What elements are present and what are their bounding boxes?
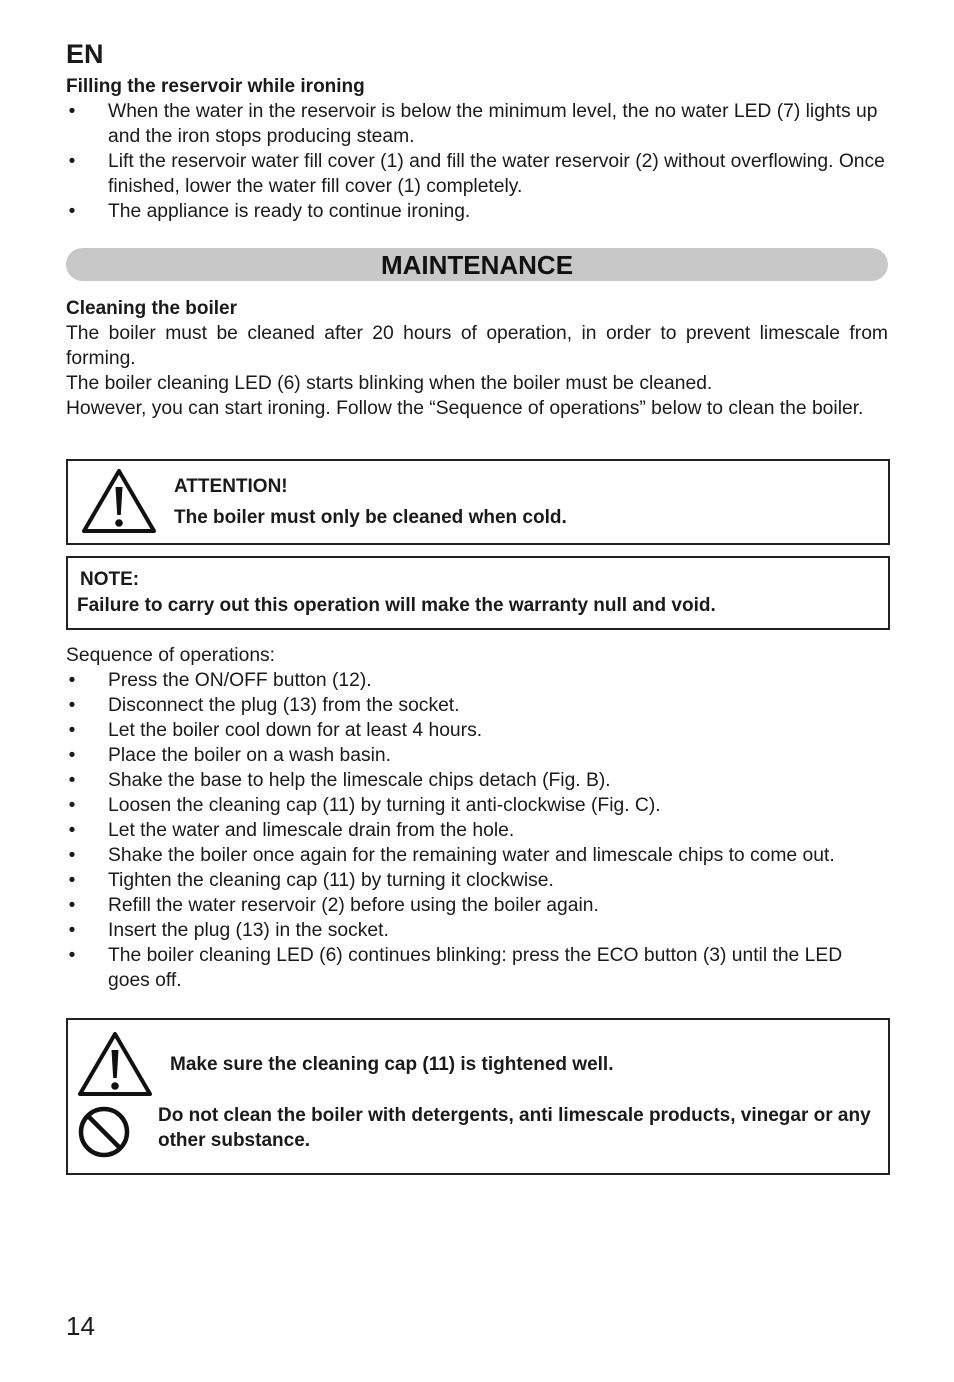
cleaning-description (66, 321, 888, 421)
paragraph: The boiler cleaning LED (6) starts blinking when the boiler must be cleaned. (66, 373, 713, 394)
note-box (66, 556, 890, 630)
cleaning-cap-warning: Make sure the cleaning cap (11) is tightened well. (170, 1054, 614, 1075)
attention-box (66, 459, 890, 545)
list-item: • The boiler cleaning LED (6) continues blinking: press the ECO button (3) until the LED goes off. (68, 945, 843, 991)
note-text: Failure to carry out this operation will make the warranty null and void. (77, 595, 716, 616)
note-title: NOTE: (80, 569, 140, 590)
prohibition-icon (77, 1105, 131, 1159)
cleaning-heading: Cleaning the boiler (66, 298, 238, 319)
list-item: • Let the boiler cool down for at least 4 hours. (68, 720, 483, 741)
paragraph: However, you can start ironing. Follow the “Sequence of operations” below to clean the boiler. (66, 398, 864, 419)
list-item: • The appliance is ready to continue ironing. (68, 201, 471, 222)
list-item: • Press the ON/OFF button (12). (68, 670, 372, 691)
paragraph: The boiler must be cleaned after 20 hours of operation, in order to prevent limescale from forming. (66, 323, 888, 369)
warning-triangle-icon (81, 467, 157, 535)
warning-triangle-icon (77, 1030, 153, 1098)
language-label: EN (66, 39, 104, 69)
list-item: • Place the boiler on a wash basin. (68, 745, 391, 766)
filling-heading: Filling the reservoir while ironing (66, 76, 365, 97)
list-item: • Disconnect the plug (13) from the socket. (68, 695, 460, 716)
attention-text: The boiler must only be cleaned when cold. (174, 507, 567, 528)
attention-title: ATTENTION! (174, 476, 288, 497)
list-item: • Shake the base to help the limescale chips detach (Fig. B). (68, 770, 611, 791)
caution-box (66, 1018, 890, 1175)
list-item: • Lift the reservoir water fill cover (1) and fill the water reservoir (2) without overflowing. Once finished, lower the water fill cover (1) completely. (68, 151, 885, 197)
sequence-intro: Sequence of operations: (66, 645, 276, 666)
list-item: • Loosen the cleaning cap (11) by turning it anti-clockwise (Fig. C). (68, 795, 661, 816)
list-item: • Shake the boiler once again for the remaining water and limescale chips to come out. (68, 845, 835, 866)
list-item: • Insert the plug (13) in the socket. (68, 920, 389, 941)
filling-list (66, 99, 888, 224)
list-item: • When the water in the reservoir is below the minimum level, the no water LED (7) lights up and the iron stops producing steam. (68, 101, 878, 147)
page-number: 14 (66, 1311, 95, 1341)
list-item: • Refill the water reservoir (2) before using the boiler again. (68, 895, 599, 916)
detergent-prohibition: Do not clean the boiler with detergents, anti limescale products, vinegar or any other substance. (158, 1105, 871, 1151)
list-item: • Let the water and limescale drain from the hole. (68, 820, 515, 841)
maintenance-banner: MAINTENANCE (66, 248, 888, 281)
list-item: • Tighten the cleaning cap (11) by turning it clockwise. (68, 870, 554, 891)
sequence-list (66, 668, 888, 993)
